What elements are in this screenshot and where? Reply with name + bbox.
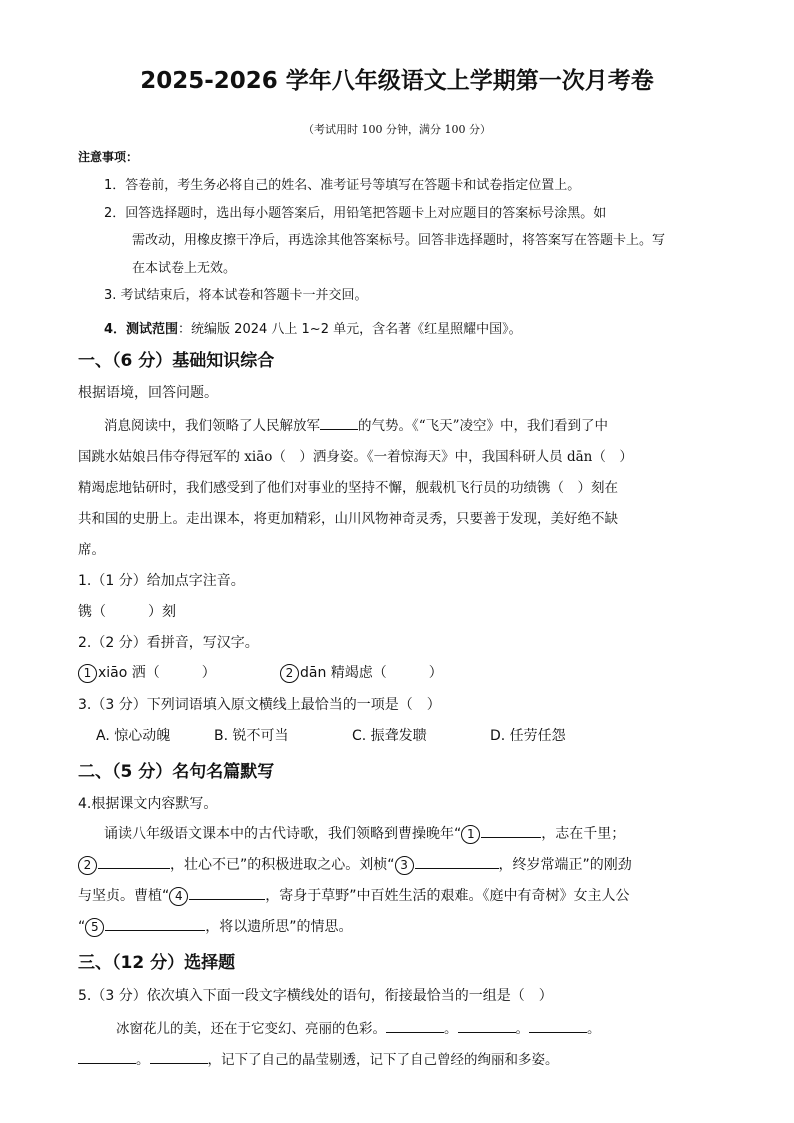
passage-line-1-a: 消息阅读中，我们领略了人民解放军 [104,418,320,434]
recite-blank-5[interactable] [105,917,205,931]
recite-blank-4[interactable] [189,886,265,900]
notice-item-4-text: ：统编版 2024 八上 1~2 单元，含名著《红星照耀中国》。 [178,322,522,337]
q5-blank-3[interactable] [529,1019,587,1033]
section-3-heading: 三、（12 分）选择题 [78,953,236,973]
page-title: 2025-2026 学年八年级语文上学期第一次月考卷 [140,68,654,94]
exam-subtitle: （考试用时 100 分钟，满分 100 分） [303,123,491,136]
recite-text: ，终岁常端正”的刚劲 [498,857,632,873]
circled-number: 2 [78,856,97,875]
passage-line-4: 共和国的史册上。走出课本，将更加精彩，山川风物神奇灵秀，只要善于发现，美好绝不缺 [78,511,618,527]
notice-item-3: 3. 考试结束后，将本试卷和答题卡一并交回。 [104,288,368,303]
q5-text: 。 [444,1021,458,1037]
recite-text: ，将以遗所思”的情思。 [205,919,353,935]
recite-text: “ [78,919,86,935]
passage-blank[interactable] [320,416,358,430]
q5-text: 。 [136,1052,150,1068]
circled-number: 1 [461,825,480,844]
recite-text: ，志在千里； [541,826,626,842]
notice-item-1: 1．答卷前，考生务必将自己的姓名、准考证号等填写在答题卡和试卷指定位置上。 [104,178,581,193]
question-2-a-text: xiāo 洒（ ） [98,665,216,681]
passage-line-1 [104,414,608,434]
q5-passage-line-1 [116,1017,601,1037]
q5-passage-line-2 [78,1048,559,1068]
notice-item-4 [104,318,522,337]
recite-blank-2[interactable] [98,855,170,869]
section-1-intro: 根据语境，回答问题。 [78,385,218,401]
recite-text: ，寄身于草野”中百姓生活的艰难。《庭中有奇树》女主人公 [265,888,630,904]
circled-number: 3 [395,856,414,875]
section-1-heading: 一、（6 分）基础知识综合 [78,351,275,371]
option-b[interactable]: B. 锐不可当 [214,728,289,744]
recite-text: ，壮心不已”的积极进取之心。刘桢“ [170,857,395,873]
question-2-a [78,662,216,683]
section-2-heading: 二、（5 分）名句名篇默写 [78,762,275,782]
option-d[interactable]: D. 任劳任怨 [490,728,566,744]
circled-number: 4 [169,887,188,906]
circled-number: 2 [280,664,299,683]
q5-blank-2[interactable] [458,1019,516,1033]
question-1: 1.（1 分）给加点字注音。 [78,573,245,589]
passage-line-2: 国跳水姑娘吕伟夺得冠军的 xiāo（ ）洒身姿。《一着惊海天》中，我国科研人员 dān（ ） [78,449,633,465]
q5-blank-4[interactable] [78,1050,136,1064]
option-c[interactable]: C. 振聋发聩 [352,728,427,744]
recite-line-2 [78,854,632,875]
recite-line-4 [78,916,353,937]
question-5: 5.（3 分）依次填入下面一段文字横线处的语句，衔接最恰当的一组是（ ） [78,988,553,1004]
question-2-b-text: dān 精竭虑（ ） [300,665,443,681]
recite-text: 与坚贞。曹植“ [78,888,170,904]
notice-item-4-label: 4．测试范围 [104,322,179,337]
question-2: 2.（2 分）看拼音，写汉字。 [78,635,259,651]
circled-number: 1 [78,664,97,683]
question-1-item: 镌（ ）刻 [78,604,176,620]
circled-number: 5 [85,918,104,937]
notice-heading: 注意事项： [78,150,139,164]
option-a[interactable]: A. 惊心动魄 [96,728,171,744]
q5-blank-1[interactable] [386,1019,444,1033]
q5-text: 。 [587,1021,601,1037]
question-4: 4.根据课文内容默写。 [78,796,218,812]
recite-blank-1[interactable] [481,824,541,838]
q5-text: 。 [515,1021,529,1037]
notice-item-2-end: 在本试卷上无效。 [132,261,237,276]
notice-item-2-cont: 需改动，用橡皮擦干净后，再选涂其他答案标号。回答非选择题时，将答案写在答题卡上。写 [132,233,666,248]
recite-blank-3[interactable] [415,855,499,869]
notice-item-2: 2．回答选择题时，选出每小题答案后，用铅笔把答题卡上对应题目的答案标号涂黑。如 [104,206,607,221]
question-3: 3.（3 分）下列词语填入原文横线上最恰当的一项是（ ） [78,697,441,713]
passage-line-1-b: 的气势。《“飞天”凌空》中，我们看到了中 [358,418,609,434]
passage-line-5: 席。 [78,542,105,558]
q5-text: ，记下了自己的晶莹剔透，记下了自己曾经的绚丽和多姿。 [207,1052,559,1068]
question-2-b [280,662,443,683]
q5-blank-5[interactable] [150,1050,208,1064]
recite-line-3 [78,885,630,906]
recite-line-1 [104,823,625,844]
q5-text: 冰窗花儿的美，还在于它变幻、亮丽的色彩。 [116,1021,386,1037]
passage-line-3: 精竭虑地钻研时，我们感受到了他们对事业的坚持不懈，舰载机飞行员的功绩镌（ ）刻在 [78,480,618,496]
recite-text: 诵读八年级语文课本中的古代诗歌，我们领略到曹操晚年“ [104,826,462,842]
